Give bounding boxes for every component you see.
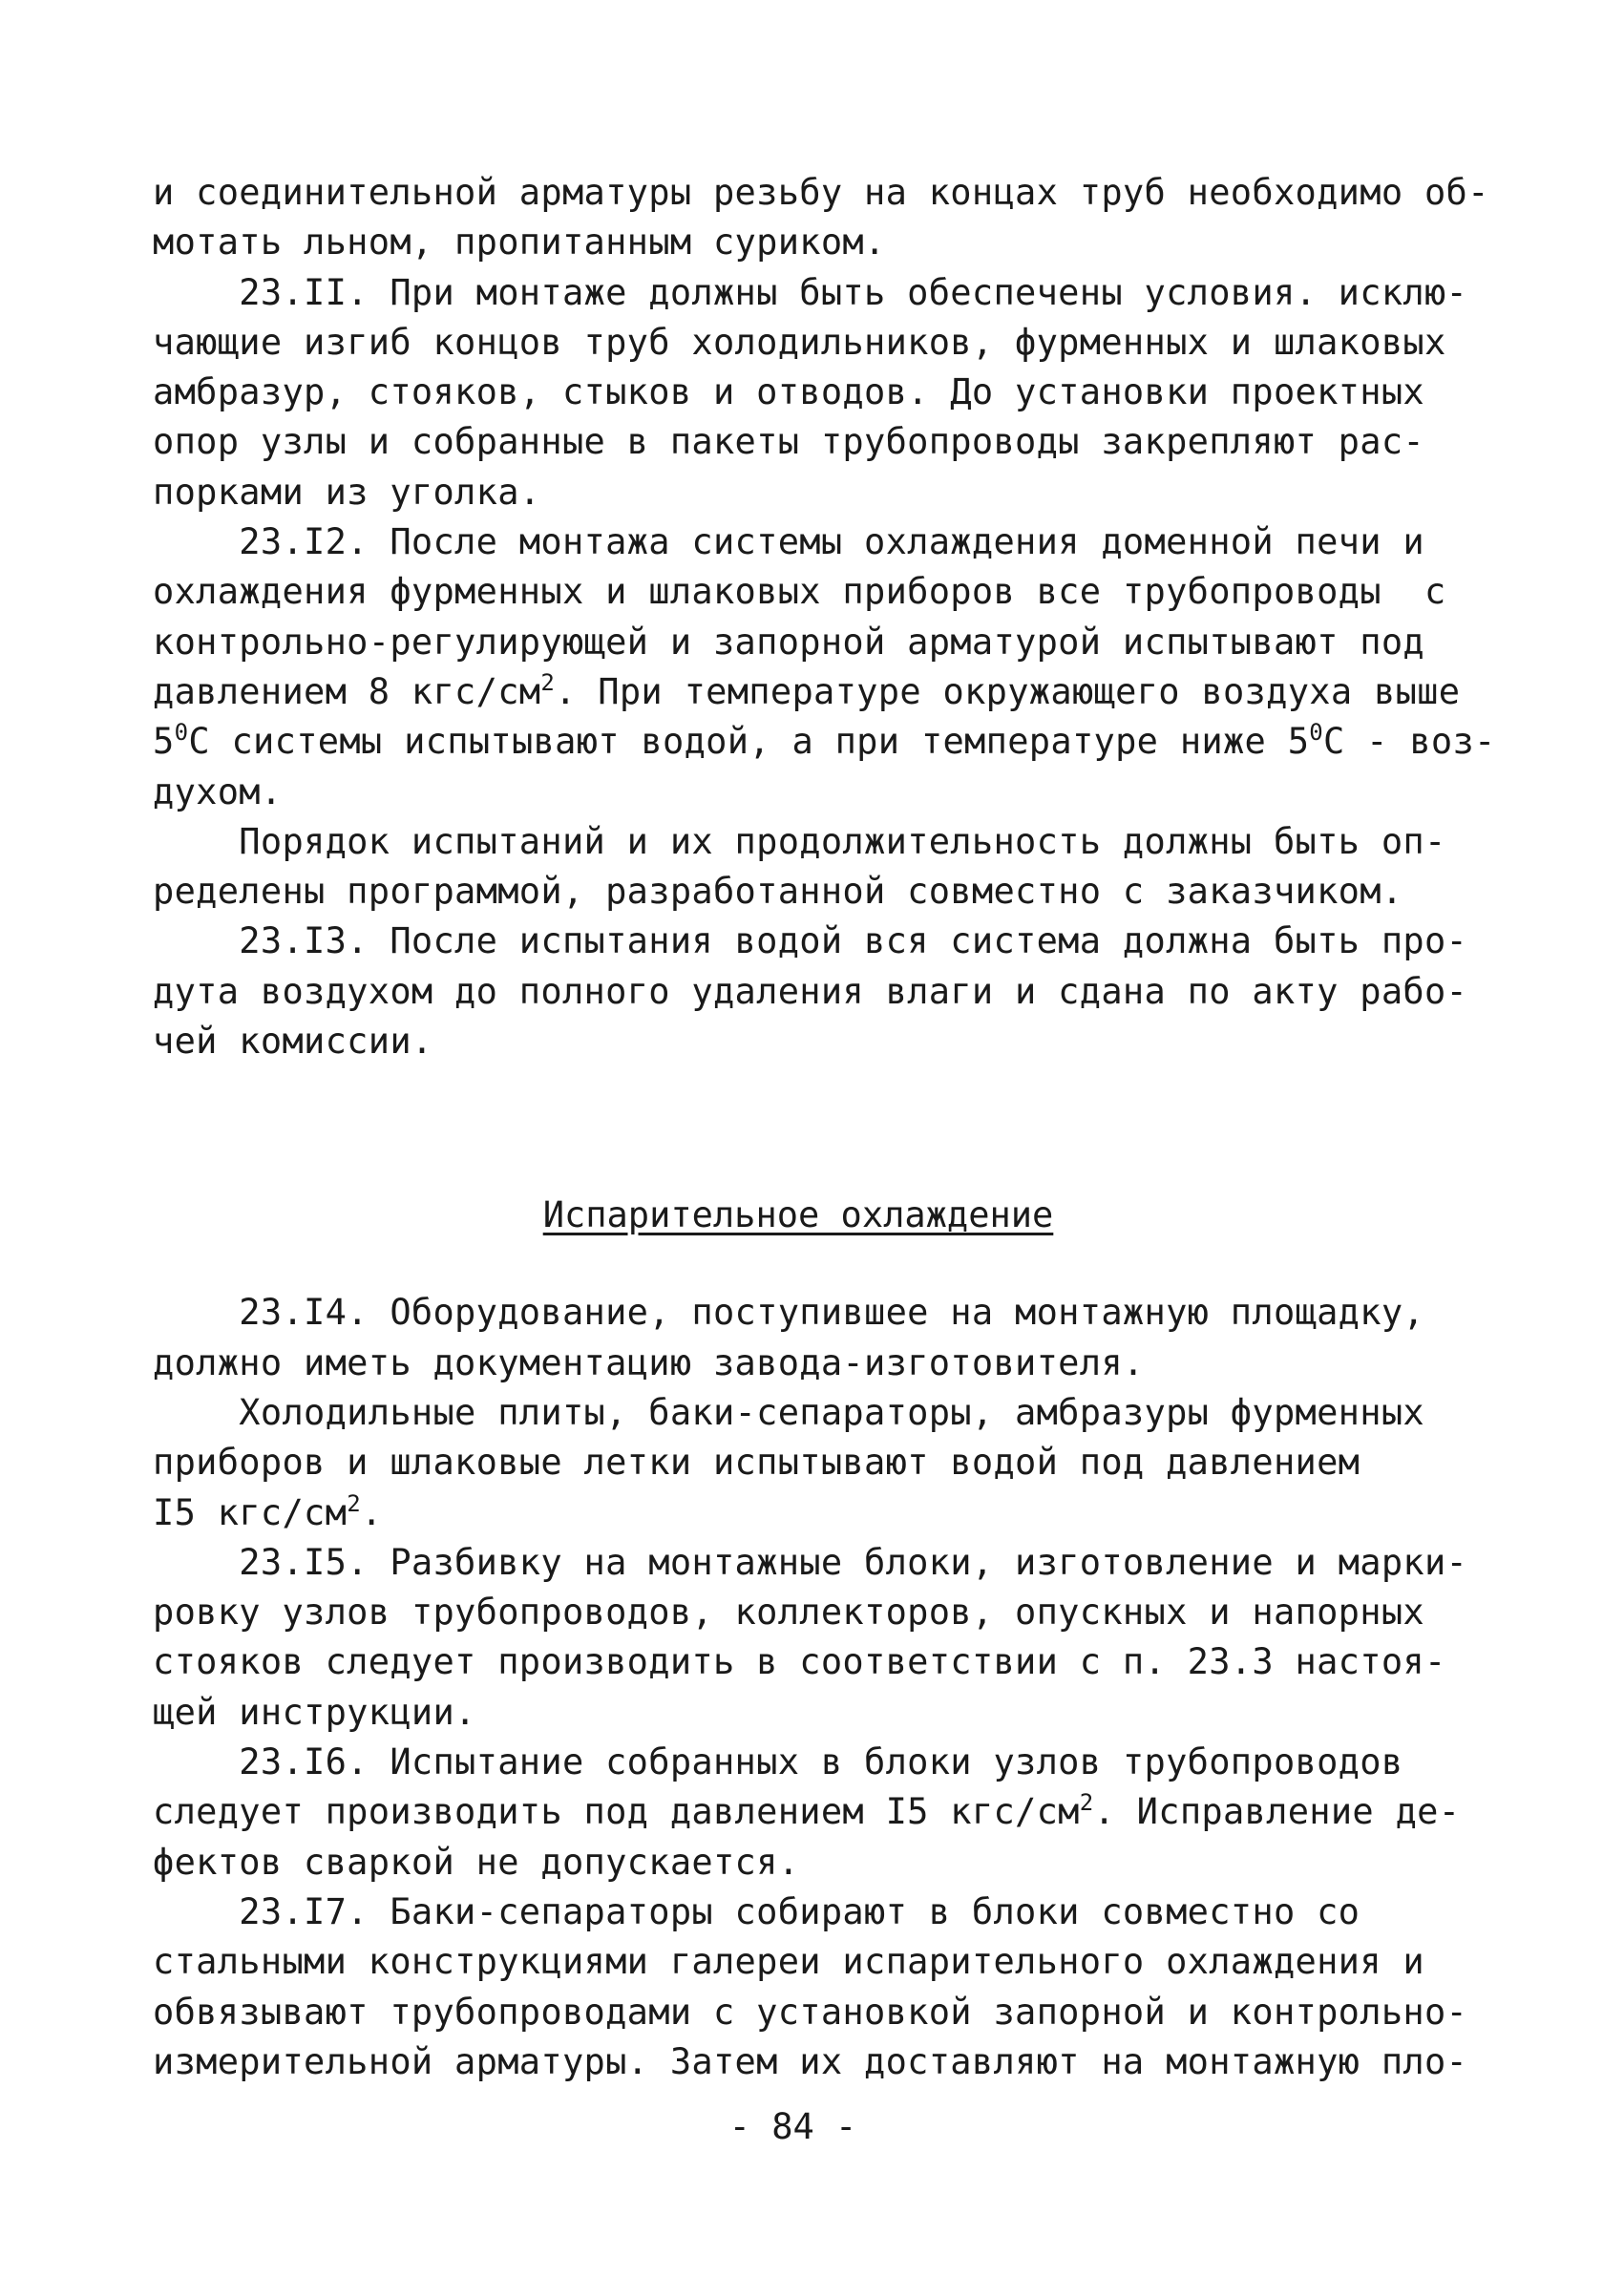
text-line: 23.I7. Баки-сепараторы собирают в блоки совместно со (153, 1890, 1360, 1932)
text-line: 23.I2. После монтажа системы охлаждения доменной печи и (153, 521, 1424, 563)
text-line: ровку узлов трубопроводов, коллекторов, опускных и напорных (153, 1592, 1424, 1634)
section-spacer (153, 1066, 1470, 1191)
superscript: 2 (347, 1489, 361, 1517)
section-heading: Испарительное охлаждение (542, 1194, 1054, 1236)
paragraph-block-1 (153, 168, 1496, 768)
text-fragment: . Исправление де- (1093, 1791, 1461, 1833)
text-line: чающие изгиб концов труб холодильников, фурменных и шлаковых (153, 321, 1446, 363)
text-line: чей комиссии. (153, 1021, 433, 1063)
superscript: 2 (1079, 1789, 1094, 1817)
text-line: 23.I6. Испытание собранных в блоки узлов трубопроводов (153, 1741, 1403, 1783)
text-line: обвязывают трубопроводами с установкой запорной и контрольно- (153, 1991, 1468, 2033)
heading-spacer (153, 1240, 1470, 1288)
paragraph-block-4 (153, 1538, 1470, 1838)
text-line: Холодильные плиты, баки-сепараторы, амбразуры фурменных (153, 1391, 1424, 1433)
superscript: 2 (540, 668, 556, 696)
text-line: должно иметь документацию завода-изготовителя. (153, 1341, 1145, 1383)
text-line: 23.I4. Оборудование, поступившее на монтажную площадку, (153, 1292, 1424, 1334)
text-line: щей инструкции. (153, 1691, 476, 1733)
text-fragment: . (360, 1491, 383, 1533)
text-line: стальными конструкциями галереи испарительного охлаждения и (153, 1941, 1424, 1983)
text-line: приборов и шлаковые летки испытывают водой под давлением (153, 1442, 1360, 1484)
text-fragment: следует производить под давлением I5 кгс/см (153, 1791, 1080, 1833)
text-line: фектов сваркой не допускается. (153, 1841, 800, 1883)
text-line: стояков следует производить в соответствии с п. 23.3 настоя- (153, 1641, 1446, 1683)
text-line: измерительной арматуры. Затем их доставляют на монтажную пло- (153, 2040, 1468, 2082)
text-line: опор узлы и собранные в пакеты трубопроводы закрепляют рас- (153, 421, 1424, 463)
text-line-temperature (153, 717, 1496, 767)
text-line: 23.I5. Разбивку на монтажные блоки, изготовление и марки- (153, 1541, 1468, 1583)
text-line-pressure (153, 1488, 1470, 1538)
superscript: 0 (1309, 719, 1324, 747)
text-line: контрольно-регулирующей и запорной арматурой испытывают под (153, 621, 1424, 663)
text-line: 23.II. При монтаже должны быть обеспечены условия. исклю- (153, 271, 1468, 313)
text-line-pressure (153, 1787, 1470, 1837)
paragraph-block-3 (153, 1288, 1470, 1537)
text-fragment: I5 кгс/см (153, 1491, 348, 1533)
text-fragment: . При температуре окружающего воздуха выше (555, 670, 1461, 712)
superscript: 0 (174, 719, 189, 747)
text-line: и соединительной арматуры резьбу на концах труб необходимо об- (153, 172, 1489, 213)
page-number: - 84 - (728, 2106, 857, 2147)
text-line: духом. (153, 770, 283, 812)
text-line-pressure (153, 667, 1470, 717)
paragraph-block-5 (153, 1838, 1470, 2087)
text-fragment: 5 (153, 721, 175, 763)
text-fragment: С системы испытывают водой, а при температуре ниже 5 (188, 721, 1310, 763)
text-line: дута воздухом до полного удаления влаги и сдана по акту рабо- (153, 970, 1468, 1012)
text-line: ределены программой, разработанной совместно с заказчиком. (153, 871, 1403, 913)
text-line: охлаждения фурменных и шлаковых приборов все трубопроводы с (153, 571, 1446, 613)
document-page (153, 168, 1496, 2087)
text-line: 23.I3. После испытания водой вся система должна быть про- (153, 920, 1468, 962)
text-line: Порядок испытаний и их продолжительность должны быть оп- (153, 820, 1446, 862)
text-line: мотать льном, пропитанным суриком. (153, 221, 886, 264)
paragraph-block-2 (153, 768, 1470, 1067)
text-line: порками из уголка. (153, 471, 541, 513)
text-fragment: давлением 8 кгс/см (153, 670, 541, 712)
text-fragment: С - воз- (1323, 721, 1496, 763)
text-line: амбразур, стояков, стыков и отводов. До установки проектных (153, 371, 1424, 413)
